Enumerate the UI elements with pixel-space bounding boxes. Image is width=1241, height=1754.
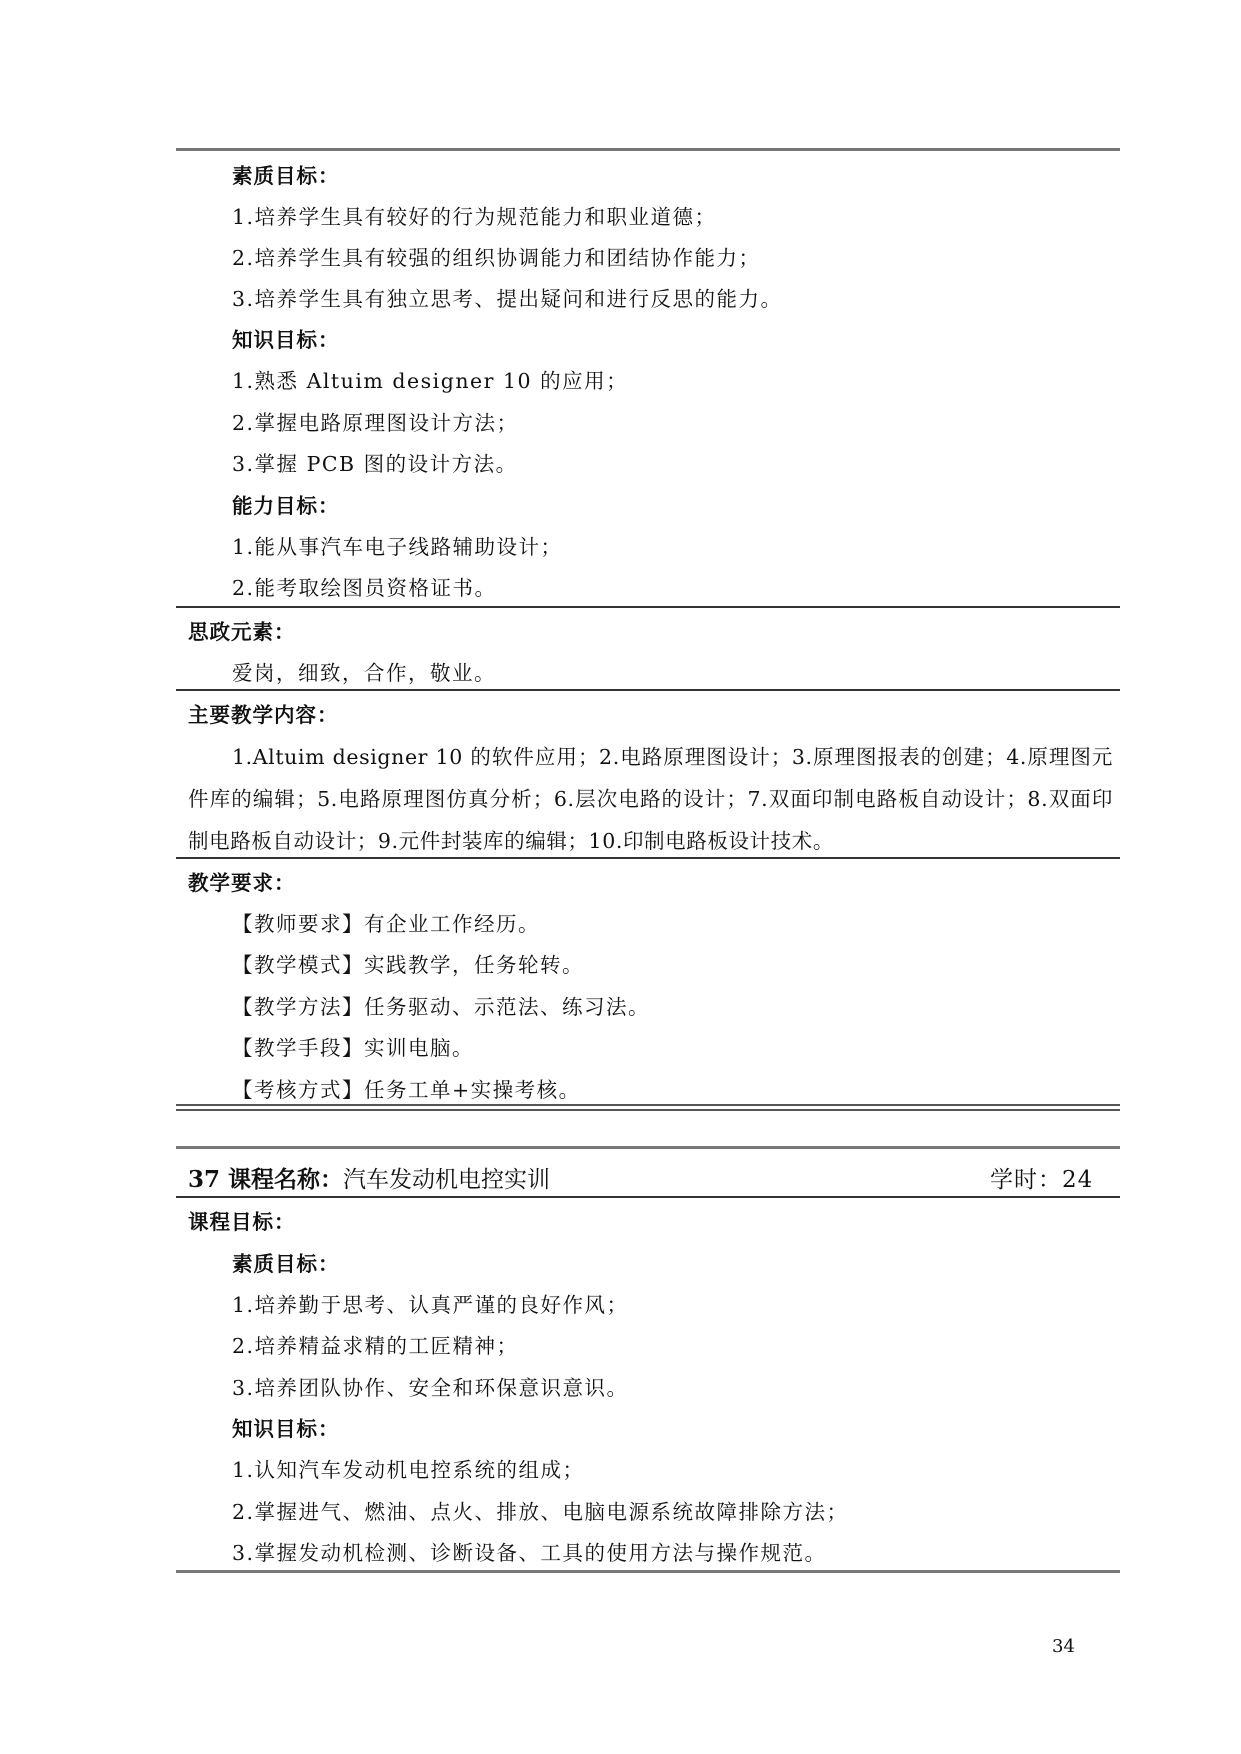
course-title: [188, 1166, 550, 1194]
requirement-item: 【教学模式】实践教学，任务轮转。: [232, 953, 584, 977]
knowledge-goals-heading: 知识目标：: [232, 1417, 340, 1441]
knowledge-goal-item: 2.掌握电路原理图设计方法；: [232, 411, 519, 435]
top-rule: [176, 148, 1120, 151]
knowledge-goal-item: 3.掌握发动机检测、诊断设备、工具的使用方法与操作规范。: [232, 1541, 827, 1565]
requirement-item: 【教学方法】任务驱动、示范法、练习法。: [232, 995, 650, 1019]
table-bottom-rule: [176, 1104, 1120, 1111]
course-hours: 学时：24: [990, 1167, 1094, 1193]
requirement-item: 【考核方式】任务工单+实操考核。: [232, 1078, 581, 1102]
course-top-rule: [176, 1146, 1120, 1149]
divider: [176, 857, 1120, 859]
quality-goal-item: 2.培养精益求精的工匠精神；: [232, 1334, 519, 1358]
knowledge-goal-item: 3.掌握 PCB 图的设计方法。: [232, 452, 518, 476]
content-paragraph: 1.Altuim designer 10 的软件应用；2.电路原理图设计；3.原理图报表的创建；4.原理图元件库的编辑；5.电路原理图仿真分析；6.层次电路的设计；7.双面印制电路板自动设计；8.双面印制电路板自动设计；9.元件封装库的编辑；10.印制电路板设计技术。: [188, 745, 1113, 853]
ability-goals-heading: 能力目标：: [232, 494, 340, 518]
knowledge-goals-heading: 知识目标：: [232, 328, 340, 352]
quality-goal-item: 3.培养学生具有独立思考、提出疑问和进行反思的能力。: [232, 287, 783, 311]
course-title-value: 汽车发动机电控实训: [343, 1167, 551, 1193]
content-heading: 主要教学内容：: [188, 703, 339, 727]
quality-goal-item: 3.培养团队协作、安全和环保意识意识。: [232, 1376, 629, 1400]
course-goals-heading: 课程目标：: [188, 1210, 296, 1234]
quality-goals-heading: 素质目标：: [232, 164, 340, 188]
bottom-rule: [176, 1570, 1120, 1573]
course-title-label: 37 课程名称：: [188, 1166, 344, 1193]
page-number: 34: [1052, 1636, 1075, 1657]
requirements-heading: 教学要求：: [188, 871, 296, 895]
requirement-item: 【教师要求】有企业工作经历。: [232, 912, 540, 936]
quality-goal-item: 1.培养学生具有较好的行为规范能力和职业道德；: [232, 205, 717, 229]
quality-goals-heading: 素质目标：: [232, 1252, 340, 1276]
divider: [176, 689, 1120, 691]
divider: [176, 606, 1120, 608]
knowledge-goal-item: 1.熟悉 Altuim designer 10 的应用；: [232, 369, 629, 393]
ability-goal-item: 1.能从事汽车电子线路辅助设计；: [232, 535, 563, 559]
ability-goal-item: 2.能考取绘图员资格证书。: [232, 576, 497, 600]
quality-goal-item: 2.培养学生具有较强的组织协调能力和团结协作能力；: [232, 246, 761, 270]
ideology-text: 爱岗，细致，合作，敬业。: [232, 661, 496, 685]
quality-goal-item: 1.培养勤于思考、认真严谨的良好作风；: [232, 1293, 629, 1317]
knowledge-goal-item: 2.掌握进气、燃油、点火、排放、电脑电源系统故障排除方法；: [232, 1500, 849, 1524]
knowledge-goal-item: 1.认知汽车发动机电控系统的组成；: [232, 1458, 585, 1482]
requirement-item: 【教学手段】实训电脑。: [232, 1036, 474, 1060]
ideology-heading: 思政元素：: [188, 620, 296, 644]
divider: [176, 1196, 1120, 1198]
